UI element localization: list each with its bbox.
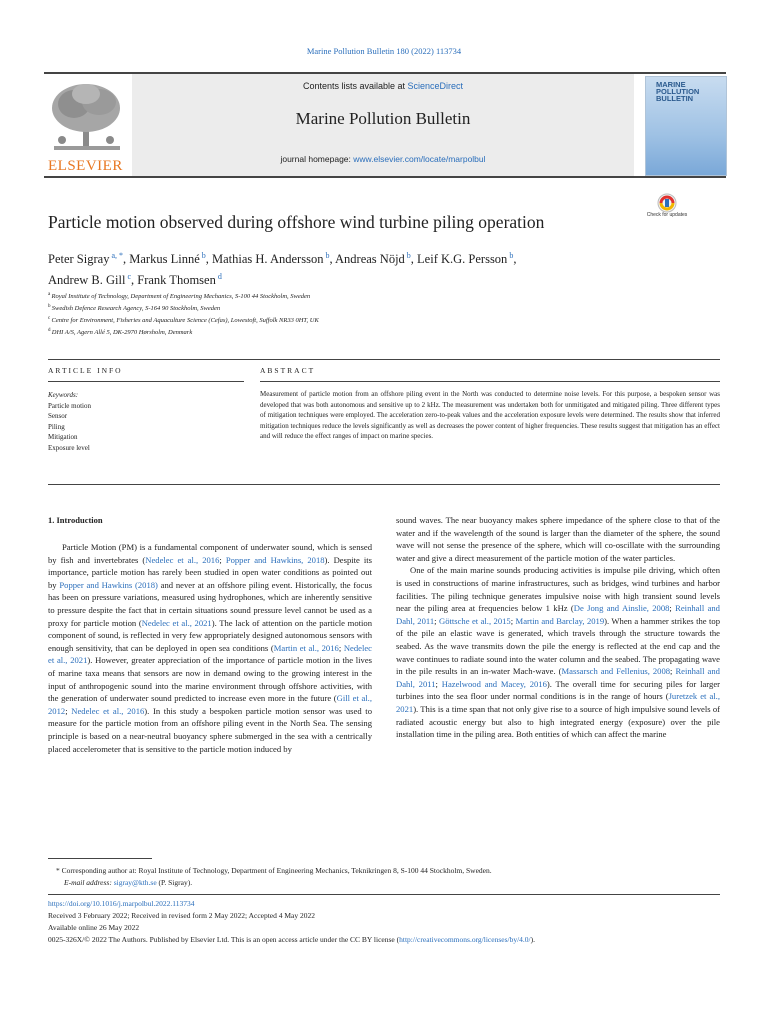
author-affiliation-marker[interactable]: b bbox=[199, 251, 206, 260]
citation-link[interactable]: Juretzek et al., 2021 bbox=[396, 691, 720, 714]
contents-line bbox=[132, 81, 634, 91]
email-line bbox=[64, 877, 736, 888]
citation-link[interactable]: Nedelec et al., 2016 bbox=[71, 705, 145, 716]
citation-link[interactable]: Popper and Hawkins, 2018 bbox=[225, 554, 325, 565]
body-left-column bbox=[48, 541, 372, 755]
citation-link[interactable]: Nedelec et al., 2016 bbox=[145, 554, 220, 565]
journal-cover-image[interactable] bbox=[645, 76, 727, 176]
body-text: and never at an offshore piling event. Historically, the focus has been on pressure variations, measured using hydrophones, which are inherently sensitive to pressure despite the fact that in certain situations sound pressure level cannot be used as a proxy for particle motion ( bbox=[48, 579, 372, 628]
citation-link[interactable]: Gill et al., 2012 bbox=[48, 693, 372, 716]
body-text: ). The lack of attention on the particle motion component of sound, is reflected in very few appropriately designed autonomous sensors with enough sensitivity, that can be deployed in open sea conditions ( bbox=[48, 617, 373, 653]
keyword-item: Particle motion bbox=[48, 401, 91, 410]
body-text: ). Despite its importance, particle motion has rarely been studied in open water conditions as pointed out by bbox=[48, 554, 372, 590]
doi-text[interactable]: https://doi.org/10.1016/j.marpolbul.2022.113734 bbox=[48, 899, 195, 908]
keyword-item: Sensor bbox=[48, 412, 68, 420]
body-text: ; bbox=[219, 554, 226, 565]
contents-prefix: Contents lists available at bbox=[302, 81, 408, 91]
homepage-prefix: journal homepage: bbox=[280, 154, 354, 164]
citation-link[interactable]: Reinhall and Dahl, 2011 bbox=[396, 603, 720, 626]
affiliation-text: Royal Institute of Technology, Department of Engineering Mechanics, S-100 44 Stockholm, Sweden bbox=[51, 293, 311, 301]
body-text: ; bbox=[669, 603, 676, 614]
journal-banner bbox=[132, 74, 634, 176]
email-link[interactable]: sigray@kth.se bbox=[113, 878, 157, 887]
journal-reference-link[interactable]: Marine Pollution Bulletin 180 (2022) 113734 bbox=[306, 46, 462, 56]
check-updates-label: Check for updates bbox=[646, 212, 688, 218]
affiliation-text: Swedish Defence Research Agency, S-164 90 Stockholm, Sweden bbox=[51, 305, 221, 313]
license-line bbox=[48, 934, 720, 945]
body-text: ; bbox=[338, 642, 344, 653]
body-text: ; bbox=[65, 705, 72, 716]
keyword-item: Piling bbox=[48, 422, 65, 431]
author-affiliation-marker[interactable]: b bbox=[404, 251, 411, 260]
license-suffix: ). bbox=[530, 935, 536, 944]
citation-link[interactable]: Hazelwood and Macey, 2016 bbox=[441, 678, 547, 689]
affiliation-item bbox=[48, 326, 688, 338]
author-name[interactable]: Andreas Nöjd bbox=[335, 252, 405, 267]
elsevier-tree-icon bbox=[44, 80, 130, 158]
affiliation-marker: b bbox=[48, 304, 52, 310]
citation-link[interactable]: Martin et al., 2016 bbox=[273, 642, 339, 653]
license-prefix: 0025-326X/© 2022 The Authors. Published by Elsevier Ltd. This is an open access article under the CC BY license ( bbox=[48, 935, 400, 944]
introduction-heading: 1. Introduction bbox=[48, 515, 103, 525]
affiliation-marker: d bbox=[48, 328, 52, 334]
journal-name: Marine Pollution Bulletin bbox=[295, 109, 471, 128]
keyword-item: Mitigation bbox=[48, 433, 78, 441]
affiliation-item bbox=[48, 290, 688, 302]
author-name[interactable]: Markus Linné bbox=[129, 252, 200, 267]
body-paragraph bbox=[396, 564, 720, 740]
author-name[interactable]: Andrew B. Gill bbox=[48, 273, 126, 288]
license-link[interactable]: http://creativecommons.org/licenses/by/4.0/ bbox=[399, 935, 531, 944]
body-text: ). In this study a bespoken particle motion sensor was used to measure for the particle motion from an offshore piling event in the North Sea. The sensing principle is based on a near-neutral buoyancy sphere submerged in the sea with a centrically placed accelerometer that is sensitive to the particle motion induced by bbox=[48, 705, 372, 754]
affiliation-list bbox=[48, 290, 688, 339]
abstract-heading: ABSTRACT bbox=[260, 366, 316, 375]
keywords-list bbox=[48, 401, 91, 454]
author-name[interactable]: Leif K.G. Persson bbox=[417, 252, 508, 267]
available-online-date: Available online 26 May 2022 bbox=[48, 923, 140, 932]
body-text: ). When a hammer strikes the top of the pile an elastic wave is generated, which travels through the structure towards the seabed. As the wave transmits down the pile the energy is reflected at the end cap and the wave continues to radiate sound into the water column and the seabed. The propagating wave in the pile results in an in-water Mach-wave. ( bbox=[396, 615, 720, 677]
keyword-item: Exposure level bbox=[48, 443, 90, 452]
affiliation-text: DHI A/S, Agern Allé 5, DK-2970 Hørsholm, Denmark bbox=[51, 329, 193, 337]
body-paragraph bbox=[48, 541, 372, 755]
keywords-block bbox=[48, 390, 91, 453]
journal-homepage-link[interactable]: www.elsevier.com/locate/marpolbul bbox=[353, 154, 486, 164]
journal-header bbox=[44, 72, 726, 178]
citation-link[interactable]: Martin and Barclay, 2019 bbox=[515, 615, 605, 626]
author-affiliation-marker[interactable]: a, * bbox=[109, 251, 124, 260]
citation-link[interactable]: Popper and Hawkins (2018) bbox=[59, 579, 158, 590]
citation-link[interactable]: Nedelec et al., 2021 bbox=[141, 617, 212, 628]
author-name[interactable]: Mathias H. Andersson bbox=[212, 252, 324, 267]
sciencedirect-link[interactable]: ScienceDirect bbox=[407, 81, 464, 91]
article-info-rule bbox=[48, 381, 244, 382]
section-divider bbox=[48, 484, 720, 485]
affiliation-item bbox=[48, 302, 688, 314]
body-text: ). This is a time span that not only give rise to a source of high impulsive sound levels of radiated acoustic energy but also to high integrated energy (exposure) over the pile installation time in the piling area. Both entities of which can affect the marine bbox=[396, 703, 720, 740]
citation-link[interactable]: De Jong and Ainslie, 2008 bbox=[573, 603, 670, 614]
footnote-rule bbox=[48, 858, 152, 859]
citation-link[interactable]: Nedelec et al., 2021 bbox=[48, 642, 372, 666]
citation-link[interactable]: Reinhall and Dahl, 2011 bbox=[396, 666, 720, 689]
email-label: E-mail address: bbox=[64, 878, 114, 887]
article-title: Particle motion observed during offshore wind turbine piling operation bbox=[48, 212, 545, 232]
elsevier-logo[interactable] bbox=[44, 80, 130, 174]
abstract-rule bbox=[260, 381, 720, 382]
body-text: Particle Motion (PM) is a fundamental component of underwater sound, which is sensed by fish and invertebrates ( bbox=[48, 542, 372, 565]
body-paragraph bbox=[396, 514, 720, 564]
homepage-line bbox=[132, 154, 634, 164]
body-text: ; bbox=[510, 615, 516, 626]
article-info-heading: ARTICLE INFO bbox=[48, 366, 123, 375]
affiliation-marker: c bbox=[48, 316, 52, 322]
author-affiliation-marker[interactable]: d bbox=[215, 272, 222, 282]
author-affiliation-marker[interactable]: b bbox=[323, 251, 330, 260]
body-text: ; bbox=[670, 666, 676, 677]
corresponding-author-note: * Corresponding author at: Royal Institute of Technology, Department of Engineering Mechanics, Teknikringen 8, S-100 44 Stockholm, Sweden. bbox=[56, 866, 492, 875]
affiliation-text: Centre for Environment, Fisheries and Aquaculture Science (Cefas), Lowestoft, Suffolk NR33 0HT, UK bbox=[51, 317, 319, 325]
body-text: ; bbox=[434, 615, 439, 626]
email-suffix: (P. Sigray). bbox=[156, 878, 193, 887]
received-dates: Received 3 February 2022; Received in revised form 2 May 2022; Accepted 4 May 2022 bbox=[48, 911, 316, 920]
author-affiliation-marker[interactable]: b bbox=[507, 251, 514, 260]
abstract-text: Measurement of particle motion from an offshore piling event in the North was conducted to determine noise levels. For this purpose, a bespoken sensor was developed that was both autonomous and sensitive up to 2 kHz. The measurement was undertaken both for unmitigated and mitigated piling. Three different types of mitigation techniques were employed. The acceleration zero-to-peak values and the acceleration exposure levels were determined. The results show that inferred mitigation techniques reduce the levels significantly as well as decreases the power content of higher frequencies. These results suggest that mitigation has an effect and will reduce the effect ranges of impact on marine species. bbox=[260, 390, 720, 440]
affiliation-marker: a bbox=[48, 292, 52, 297]
body-text: sound waves. The near buoyancy makes sphere impedance of the sphere close to that of the water and if the wavelength of the sound is larger than the diameter of the sphere, the sound wave will not sense the presence of the sphere, which will co-oscillate with the surrounding water and give a direct measurement of the particle motion of the water particles. bbox=[396, 515, 720, 563]
elsevier-wordmark: ELSEVIER bbox=[48, 158, 123, 174]
affiliation-item bbox=[48, 314, 688, 326]
body-right-column bbox=[396, 514, 720, 741]
body-text: ). The overall time for securing piles for larger turbines into the sea floor under normal conditions is in the range of hours ( bbox=[396, 678, 720, 702]
author-name[interactable]: Frank Thomsen bbox=[137, 273, 216, 288]
body-text: One of the main marine sounds producing activities is impulse pile driving, which often is used in constructions of marine infrastructures, such as bridges, wind turbines and harbor facilities. The piling technique generates impulsive noise with high transient sound levels near the piling area at frequencies below 1 kHz ( bbox=[396, 565, 720, 614]
keywords-label: Keywords: bbox=[48, 391, 79, 399]
citation-link[interactable]: Massarsch and Fellenius, 2008 bbox=[561, 666, 671, 677]
body-text: ; bbox=[435, 678, 442, 689]
check-for-updates-button[interactable] bbox=[645, 193, 689, 229]
author-list: Peter Sigray $^{a, *}$, Markus Linné $^b$, Mathias H. Andersson $^b$, Andreas Nöjd $^b$, Leif K.G. Persson $^b$, Andrew B. Gill $^c$, Frank Thomsen $^d$ bbox=[48, 251, 517, 288]
section-divider bbox=[48, 359, 720, 360]
author-name[interactable]: Peter Sigray bbox=[48, 252, 110, 267]
footnote-divider bbox=[48, 894, 720, 895]
citation-link[interactable]: Göttsche et al., 2015 bbox=[438, 615, 511, 626]
cover-title: MARINE POLLUTION BULLETIN bbox=[656, 80, 700, 103]
author-affiliation-marker[interactable]: c bbox=[125, 272, 131, 282]
doi-link[interactable] bbox=[48, 898, 720, 909]
body-text: ). However, greater appreciation of the importance of particle motion in the lives of marine taxa means that sensors are now in demand owing to the growing interest in the input of anthropogenic sound into the marine environment through offshore activities, with the generation of underwater sound predicted to increase even more in the future ( bbox=[48, 655, 372, 704]
check-updates-icon bbox=[645, 193, 689, 213]
